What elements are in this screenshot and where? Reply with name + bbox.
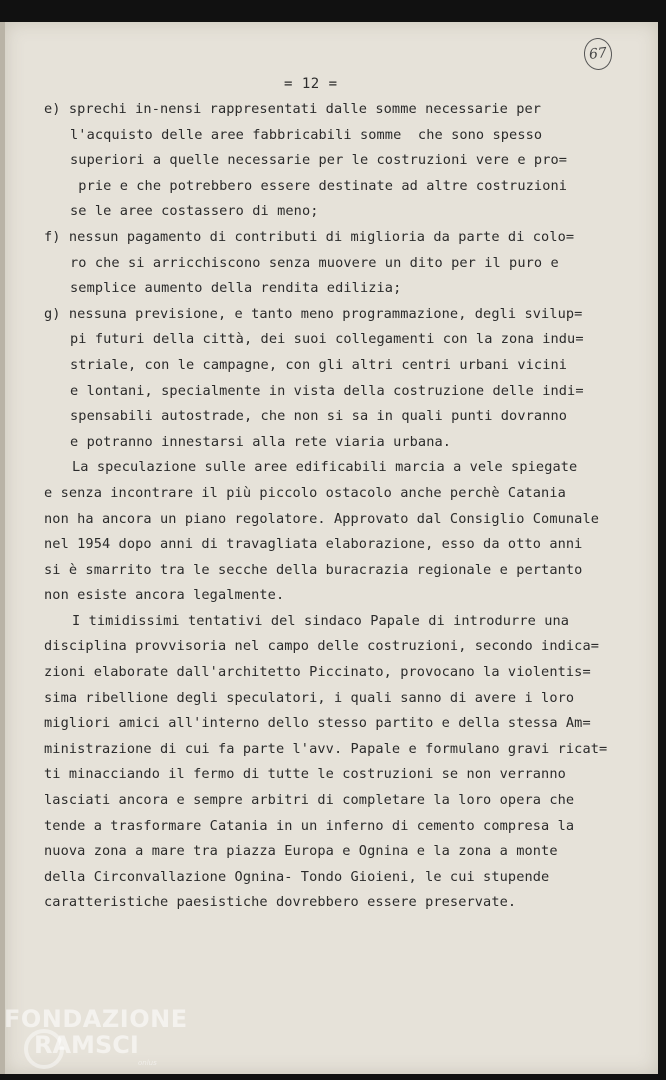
text-line: pi futuri della città, dei suoi collegamenti con la zona indu= — [70, 331, 584, 348]
text-line: La speculazione sulle aree edificabili marcia a vele spiegate — [72, 459, 578, 476]
text-line: caratteristiche paesistiche dovrebbero essere preservate. — [44, 894, 517, 911]
typewritten-text — [44, 97, 634, 916]
text-line: l'acquisto delle aree fabbricabili somme che sono spesso — [70, 126, 543, 143]
text-line: sima ribellione degli speculatori, i quali sanno di avere i loro — [44, 689, 575, 706]
text-line: della Circonvallazione Ognina- Tondo Gioieni, le cui stupende — [44, 868, 550, 885]
list-item-e — [44, 97, 634, 225]
list-item-g — [44, 302, 634, 456]
text-line: e potranno innestarsi alla rete viaria urbana. — [70, 433, 452, 450]
paragraph-speculation — [44, 455, 634, 609]
text-line: superiori a quelle necessarie per le costruzioni vere e pro= — [70, 152, 568, 169]
text-line: g) nessuna previsione, e tanto meno programmazione, degli svilup= — [44, 305, 583, 322]
text-line: non ha ancora un piano regolatore. Approvato dal Consiglio Comunale — [44, 510, 600, 527]
text-line: si è smarrito tra le secche della buracrazia regionale e pertanto — [44, 561, 583, 578]
text-line: non esiste ancora legalmente. — [44, 587, 285, 604]
text-line: ti minacciando il fermo di tutte le costruzioni se non verranno — [44, 766, 566, 783]
text-line: disciplina provvisoria nel campo delle costruzioni, secondo indica= — [44, 638, 600, 655]
text-line: se le aree costassero di meno; — [70, 203, 319, 220]
text-line: e) sprechi in-nensi rappresentati dalle somme necessarie per — [44, 101, 542, 117]
text-line: nuova zona a mare tra piazza Europa e Ognina e la zona a monte — [44, 843, 558, 860]
text-line: e senza incontrare il più piccolo ostacolo anche perchè Catania — [44, 484, 566, 501]
watermark-line2: RAMSCI — [34, 1031, 139, 1059]
text-line: e lontani, specialmente in vista della costruzione delle indi= — [70, 382, 584, 399]
paragraph-papale — [44, 609, 634, 916]
page-number: = 12 = — [284, 76, 338, 92]
text-line: nel 1954 dopo anni di travagliata elaborazione, esso da otto anni — [44, 536, 583, 553]
archive-page-mark: 67 — [582, 37, 613, 72]
text-line: ro che si arricchiscono senza muovere un dito per il puro e — [70, 254, 559, 271]
text-line: ministrazione di cui fa parte l'avv. Papale e formulano gravi ricat= — [44, 740, 608, 757]
text-line: spensabili autostrade, che non si sa in quali punti dovranno — [70, 408, 568, 425]
text-line: lasciati ancora e sempre arbitri di completare la loro opera che — [44, 792, 575, 809]
fondazione-gramsci-watermark — [4, 1005, 188, 1067]
list-item-f — [44, 225, 634, 302]
text-line: I timidissimi tentativi del sindaco Papale di introdurre una — [72, 612, 570, 629]
text-line: f) nessun pagamento di contributi di miglioria da parte di colo= — [44, 228, 575, 245]
watermark-line1: FONDAZIONE — [4, 1005, 188, 1033]
text-line: striale, con le campagne, con gli altri centri urbani vicini — [70, 356, 568, 373]
text-line: prie e che potrebbero essere destinate ad altre costruzioni — [70, 177, 568, 194]
text-line: migliori amici all'interno dello stesso partito e della stessa Am= — [44, 715, 591, 732]
text-line: tende a trasformare Catania in un inferno di cemento compresa la — [44, 817, 575, 834]
text-line: zioni elaborate dall'architetto Piccinato, provocano la violentis= — [44, 664, 591, 681]
watermark-line3: onlus — [138, 1059, 157, 1067]
text-line: semplice aumento della rendita edilizia; — [70, 280, 402, 297]
